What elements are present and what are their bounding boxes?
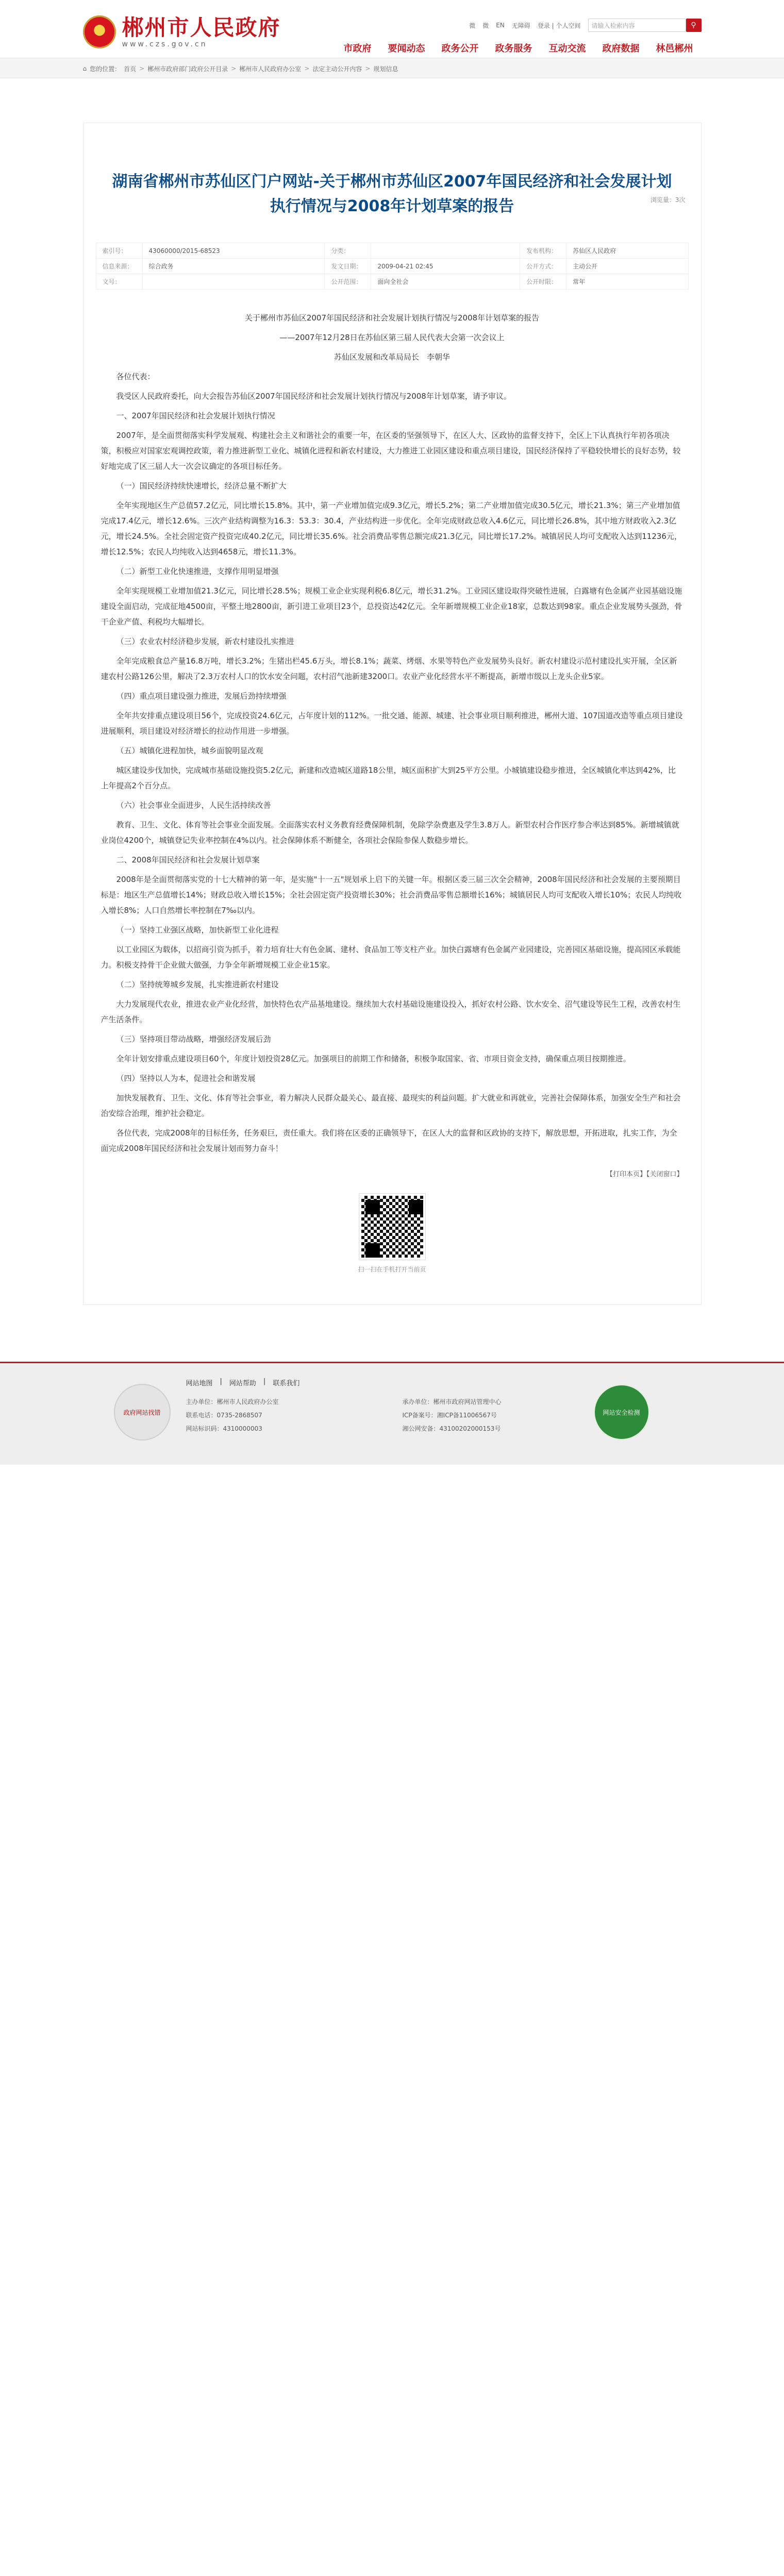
breadcrumb-item-public[interactable]: 法定主动公开内容 [312,65,362,73]
meta-key: 发布机构： [520,243,566,259]
article-paragraph: （一）坚持工业强区战略，加快新型工业化进程 [116,925,279,935]
nav-item-3[interactable]: 政务公开 [441,43,479,54]
article-paragraph: 各位代表： [116,372,155,381]
site-logo[interactable] [83,15,281,48]
print-close-links[interactable]: 【打印本页】【关闭窗口】 [606,1171,683,1178]
article-paragraph: 全年实现地区生产总值57.2亿元，同比增长15.8%。其中，第一产业增加值完成9.3亿元，增长5.2%；第二产业增加值完成30.5亿元，增长21.3%；第三产业增加值完成17.4亿元，增长12.6%。三次产业结构调整为16.3：53.3：30.4，产业结构进一步优化。全年完成财政总收入4.6亿元，同比增长26.8%，其中地方财政收入2.3亿元，增长24.5%。全社会固定资产投资完成40.2亿元，同比增长35.6%。社会消费品零售总额完成21.3亿元，同比增长17.2%。城镇居民人均可支配收入达到11236元，增长12.5%；农民人均纯收入达到4658元，增长11.3%。 [101,501,682,556]
article-paragraph: 2008年是全面贯彻落实党的十七大精神的第一年，是实施"十一五"规划承上启下的关键一年。根据区委三届三次全会精神，2008年国民经济和社会发展的主要预期目标是：地区生产总值增长14%；财政总收入增长15%；全社会固定资产投资增长30%；社会消费品零售总额增长16%；城镇居民人均可支配收入增长10%；农民人均纯收入增长8%；人口自然增长率控制在7‰以内。 [101,875,682,915]
meta-pub-form: 主动公开 [566,259,688,274]
nav-item-1[interactable]: 市政府 [343,43,372,54]
article-paragraph: （二）新型工业化快速推进，支撑作用明显增强 [116,567,279,576]
meta-doc-no [142,274,325,290]
nav-item-2[interactable]: 要闻动态 [388,43,425,54]
article-paragraph: （六）社会事业全面进步，人民生活持续改善 [116,801,271,810]
qr-block [356,1194,428,1274]
footer-link-help[interactable]: 网站帮助 [229,1380,256,1387]
article-paragraph: 全年共安排重点建设项目56个，完成投资24.6亿元，占年度计划的112%。一批交通、能源、城建、社会事业项目顺利推进，郴州大道、107国道改造等重点项目建设进展顺利，项目建设对经济增长的拉动作用进一步增强。 [101,711,683,736]
article-paragraph: 我受区人民政府委托，向大会报告苏仙区2007年国民经济和社会发展计划执行情况与2008年计划草案，请予审议。 [116,392,511,401]
meta-key: 索引号： [96,243,142,259]
breadcrumb-separator: > [365,65,371,72]
breadcrumb-separator: > [231,65,237,72]
article-paragraph: 全年计划安排重点建设项目60个，年度计划投资28亿元。加强项目的前期工作和储备，积极争取国家、省、市项目资金支持，确保重点项目按期推进。 [116,1054,631,1063]
article-paragraph: （五）城镇化进程加快，城乡面貌明显改观 [116,746,263,755]
site-name: 郴州市人民政府 [122,15,281,40]
login-link[interactable]: 登录 | 个人空间 [537,22,581,29]
article-paragraph: 二、2008年国民经济和社会发展计划草案 [116,855,260,865]
nav-item-4[interactable]: 政务服务 [495,43,532,54]
nav-item-5[interactable]: 互动交流 [548,43,586,54]
article-paragraph: 2007年，是全面贯彻落实科学发展观、构建社会主义和谐社会的重要一年，在区委的坚强领导下，在区人大、区政协的监督支持下，全区上下认真执行年初各项决策，积极应对国家宏观调控政策，着力推进新型工业化、城镇化进程和新农村建设，大力推进工业园区建设和重点项目建设，国民经济保持了平稳较快增长的良好态势，较好地完成了区三届人大一次会议确定的各项目标任务。 [101,431,681,471]
site-footer [0,1362,784,1465]
footer-info-line: 联系电话：0735-2868507 [186,1412,262,1419]
main-nav [336,41,702,55]
view-count: 浏览量：3次 [650,196,686,204]
breadcrumb-separator: > [139,65,145,72]
home-icon: ⌂ [82,65,87,72]
meta-source: 综合政务 [142,259,325,274]
footer-info-line: 网站标识码：4310000003 [186,1425,262,1432]
breadcrumb-item-office[interactable]: 郴州市人民政府办公室 [239,65,302,73]
meta-index-no: 43060000/2015-68523 [142,243,325,259]
article-paragraph: （四）坚持以人为本，促进社会和谐发展 [116,1074,256,1083]
article-paragraph: 大力发展现代农业，推进农业产业化经营，加快特色农产品基地建设。继续加大农村基础设施建设投入，抓好农村公路、饮水安全、沼气建设等民生工程，改善农村生产生活条件。 [101,999,681,1024]
security-badge[interactable]: 网站安全检测 [593,1384,650,1440]
meta-date: 2009-04-21 02:45 [371,259,520,274]
meta-publisher: 苏仙区人民政府 [566,243,688,259]
wechat-icon[interactable]: 微 [482,22,489,29]
site-domain: www.czs.gov.cn [122,40,208,48]
article-paragraph: （三）坚持项目带动战略，增强经济发展后劲 [116,1035,271,1044]
article-paragraph: （三）农业农村经济稳步发展，新农村建设扎实推进 [116,637,294,646]
error-report-badge[interactable]: 政府网站找错 [114,1384,171,1440]
breadcrumb [83,58,702,79]
breadcrumb-label: 您的位置： [90,65,121,73]
footer-info-line: ICP备案号：湘ICP备11006567号 [402,1412,497,1419]
breadcrumb-separator: > [304,65,310,72]
meta-category [371,243,520,259]
article-paragraph: 加快发展教育、卫生、文化、体育等社会事业，着力解决人民群众最关心、最直接、最现实的利益问题。扩大就业和再就业，完善社会保障体系，加强安全生产和社会治安综合治理，维护社会稳定。 [101,1093,681,1118]
meta-key: 公开时限： [520,274,566,290]
article-paragraph: （二）坚持统筹城乡发展，扎实推进新农村建设 [116,980,279,989]
meta-key: 分类： [325,243,371,259]
article-paragraph: 教育、卫生、文化、体育等社会事业全面发展。全面落实农村义务教育经费保障机制，免除学杂费惠及学生3.8万人。新型农村合作医疗参合率达到85%。新增城镇就业岗位4200个，城镇登记失业率控制在4%以内。社会保障体系不断健全，各项社会保险参保人数稳步增长。 [101,820,679,845]
article-paragraph: 全年完成粮食总产量16.8万吨，增长3.2%；生猪出栏45.6万头，增长8.1%；蔬菜、烤烟、水果等特色产业发展势头良好。新农村建设示范村建设扎实开展，全区新建农村公路126公里，解决了2.3万农村人口的饮水安全问题，农村沼气池新建3200口。农业产业化经营水平不断提高，新增市级以上龙头企业5家。 [101,656,677,681]
nav-item-6[interactable]: 政府数据 [602,43,640,54]
qr-caption: 扫一扫在手机打开当前页 [358,1266,426,1273]
article-paragraph: （四）重点项目建设强力推进，发展后劲持续增强 [116,691,287,701]
article-paragraph: 一、2007年国民经济和社会发展计划执行情况 [116,411,275,420]
weibo-icon[interactable]: 微 [469,22,476,29]
top-toolbar [469,19,701,32]
meta-key: 发文日期： [325,259,371,274]
footer-info-line: 承办单位：郴州市政府网站管理中心 [402,1398,502,1405]
site-header [0,0,784,58]
search-icon: ⚲ [691,21,696,29]
article-paragraph: 城区建设步伐加快，完成城市基础设施投资5.2亿元，新建和改造城区道路18公里，城区面积扩大到25平方公里。小城镇建设稳步推进，全区城镇化率达到42%，比上年提高2个百分点。 [101,766,676,790]
search-input[interactable] [588,19,686,32]
article-card [83,123,702,1305]
footer-info [186,1395,598,1435]
search-button[interactable] [686,19,702,32]
meta-key: 信息来源： [96,259,142,274]
article-meta-table [96,243,689,290]
meta-key: 公开方式： [520,259,566,274]
meta-scope: 面向全社会 [371,274,520,290]
intro-line: 关于郴州市苏仙区2007年国民经济和社会发展计划执行情况与2008年计划草案的报告 [244,313,540,323]
breadcrumb-item-plan[interactable]: 规划信息 [373,65,398,73]
intro-line: 苏仙区发展和改革局局长 李朝华 [333,352,450,362]
qr-code-icon [359,1194,425,1260]
footer-links [186,1378,300,1387]
meta-time-limit: 常年 [566,274,688,290]
intro-line: ——2007年12月28日在苏仙区第三届人民代表大会第一次会议上 [279,333,505,342]
article-paragraph: （一）国民经济持续快速增长，经济总量不断扩大 [116,481,287,490]
breadcrumb-item-home[interactable]: 首页 [124,65,137,73]
meta-key: 公开范围： [325,274,371,290]
article-body [101,310,683,1156]
article-paragraphs [101,369,683,1156]
search-placeholder: 请输入检索内容 [591,22,635,29]
article-title: 湖南省郴州市苏仙区门户网站-关于郴州市苏仙区2007年国民经济和社会发展计划执行情况与2008年计划草案的报告 [112,173,672,215]
footer-link-contact[interactable]: 联系我们 [273,1380,300,1387]
national-emblem-icon [83,15,116,48]
article-paragraph: 全年实现规模工业增加值21.3亿元，同比增长28.5%；规模工业企业实现利税6.8亿元，增长31.2%。工业园区建设取得突破性进展，白露塘有色金属产业园基础设施建设全面启动，完成征地4500亩，平整土地2800亩，新引进工业项目23个，总投资达42亿元。全年新增规模工业企业18家，总数达到98家。重点企业发展势头强劲，骨干企业产值、利税均大幅增长。 [101,586,682,626]
article-paragraph: 各位代表，完成2008年的目标任务，任务艰巨，责任重大。我们将在区委的正确领导下，在区人大的监督和区政协的支持下，解放思想，开拓进取，扎实工作，为全面完成2008年国民经济和社会发展计划而努力奋斗！ [101,1128,677,1153]
article-paragraph: 以工业园区为载体，以招商引资为抓手，着力培育壮大有色金属、建材、食品加工等支柱产业。加快白露塘有色金属产业园建设，完善园区基础设施，提高园区承载能力。积极支持骨干企业做大做强，力争全年新增规模工业企业15家。 [101,945,681,970]
footer-info-line: 主办单位：郴州市人民政府办公室 [186,1398,279,1405]
footer-link-sep: | [220,1378,222,1385]
nav-item-7[interactable]: 林邑郴州 [656,43,693,54]
meta-key: 文号： [96,274,142,290]
footer-link-sep: | [263,1378,266,1385]
accessible-link[interactable]: 无障碍 [511,22,530,29]
footer-info-line: 湘公网安备：43100202000153号 [402,1425,501,1432]
english-link[interactable]: EN [496,22,505,29]
footer-link-sitemap[interactable]: 网站地图 [186,1380,213,1387]
breadcrumb-bar [0,58,784,78]
breadcrumb-item-catalog[interactable]: 郴州市政府部门政府公开目录 [147,65,228,73]
